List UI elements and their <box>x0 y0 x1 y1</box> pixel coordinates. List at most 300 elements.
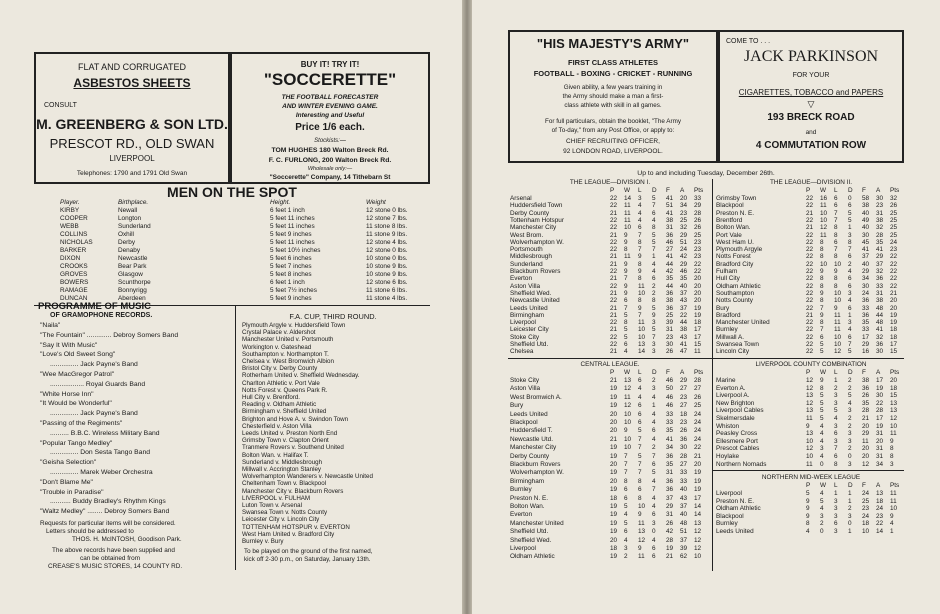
team-stat: 15 <box>694 341 702 348</box>
team-stat: 8 <box>820 253 824 261</box>
col-header: F <box>862 187 866 194</box>
team-stat: 17 <box>890 341 898 348</box>
team-name: Hull City <box>716 275 740 283</box>
fa-fixture: Chesterfield v. Aston Villa <box>242 422 312 430</box>
team-stat: 31 <box>876 430 884 438</box>
team-name: Sheffield Utd. <box>510 528 549 536</box>
team-stat: 8 <box>820 384 824 392</box>
team-row <box>510 486 710 494</box>
team-stat: 6 <box>848 275 852 283</box>
team-stat: 5 <box>820 407 824 415</box>
team-stat: 20 <box>694 282 702 290</box>
team-stat: 25 <box>890 224 898 232</box>
team-stat: 1 <box>848 497 852 505</box>
col-header: D <box>848 369 853 376</box>
team-stat: 2 <box>848 260 852 268</box>
team-name: Manchester City <box>510 224 557 232</box>
fa-fixture: Southampton v. Northampton T. <box>242 350 329 358</box>
table-header <box>716 482 906 490</box>
team-stat: 12 <box>806 399 814 407</box>
team-stat: 9 <box>638 304 642 312</box>
team-stat: 22 <box>806 268 814 275</box>
team-name: Portsmouth <box>510 246 543 254</box>
team-stat: 3 <box>820 512 824 520</box>
team-stat: 51 <box>680 528 688 536</box>
team-stat: 21 <box>610 377 618 384</box>
team-stat: 37 <box>680 503 688 510</box>
team-stat: 36 <box>666 231 674 239</box>
team-stat: 4 <box>652 435 656 443</box>
team-name: Sunderland <box>510 260 543 268</box>
team-stat: 22 <box>806 231 814 239</box>
music-item: "Wee MacGregor Patrol" <box>40 371 115 378</box>
team-stat: 7 <box>834 209 838 217</box>
team-stat: 5 <box>834 407 838 415</box>
team-stat: 21 <box>610 435 618 443</box>
player-birthplace: Denaby <box>118 247 141 254</box>
team-stat: 6 <box>638 224 642 232</box>
team-stat: 21 <box>610 260 618 268</box>
team-stat: 8 <box>638 477 642 485</box>
player-name: DUNCAN <box>60 295 88 302</box>
player-name: WEBB <box>60 223 79 230</box>
team-stat: 33 <box>694 195 702 202</box>
team-stat: 6 <box>652 461 656 468</box>
team-stat: 1 <box>848 311 852 319</box>
team-stat: 3 <box>848 231 852 239</box>
team-name: Everton <box>510 511 533 519</box>
team-stat: 38 <box>862 377 870 384</box>
team-stat: 8 <box>624 477 628 485</box>
team-name: Marine <box>716 377 736 384</box>
team-stat: 5 <box>820 348 824 356</box>
fa-fixture: TOTTENHAM HOTSPUR v. EVERTON <box>242 523 350 531</box>
fa-fixture: Brighton and Hove A. v. Swindon Town <box>242 415 349 423</box>
team-stat: 25 <box>694 402 702 410</box>
soccerette-wholesale: Wholesale only:— <box>307 166 353 172</box>
team-stat: 13 <box>806 392 814 400</box>
team-row <box>510 520 710 528</box>
team-stat: 8 <box>638 275 642 283</box>
nmw-divider <box>712 470 904 471</box>
team-name: Arsenal <box>510 195 532 202</box>
team-stat: 7 <box>652 333 656 341</box>
team-stat: 30 <box>666 341 674 348</box>
team-stat: 4 <box>652 503 656 510</box>
player-height: 5 feet 11 inches <box>270 215 315 222</box>
team-stat: 41 <box>666 253 674 261</box>
team-stat: 41 <box>862 246 870 254</box>
team-stat: 7 <box>624 461 628 468</box>
team-stat: 39 <box>666 319 674 327</box>
team-row <box>510 453 710 461</box>
soccerette-tag1: THE FOOTBALL FORECASTER <box>281 94 379 101</box>
army-line9: 92 LONDON ROAD, LIVERPOOL. <box>563 148 663 155</box>
team-stat: 11 <box>834 326 841 334</box>
music-supplied2: can be obtained from <box>80 555 141 562</box>
team-stat: 10 <box>624 419 632 426</box>
team-stat: 9 <box>890 437 894 445</box>
team-row <box>510 528 710 536</box>
team-stat: 1 <box>848 528 852 535</box>
team-stat: 4 <box>820 422 824 430</box>
team-stat: 4 <box>652 419 656 426</box>
team-stat: 13 <box>890 399 898 407</box>
team-name: Aston Villa <box>510 385 541 393</box>
table-title: THE LEAGUE—DIVISION II. <box>769 179 853 186</box>
team-stat: 24 <box>876 505 884 513</box>
team-stat: 7 <box>820 304 824 312</box>
team-stat: 20 <box>862 445 870 453</box>
team-stat: 9 <box>806 497 810 505</box>
team-stat: 13 <box>806 430 814 438</box>
player-row <box>60 239 430 247</box>
team-stat: 6 <box>834 202 838 210</box>
col-header: L <box>638 187 642 194</box>
team-stat: 5 <box>848 392 852 400</box>
team-name: Sheffield Utd. <box>510 341 549 348</box>
team-stat: 0 <box>820 460 824 468</box>
team-stat: 34 <box>876 460 884 468</box>
col-header: D <box>848 187 853 194</box>
col-header: W <box>624 187 631 194</box>
team-stat: 7 <box>638 435 642 443</box>
team-stat: 37 <box>680 304 688 312</box>
team-stat: 29 <box>680 231 688 239</box>
team-stat: 9 <box>652 311 656 319</box>
team-stat: 37 <box>680 536 688 544</box>
team-stat: 10 <box>638 503 646 510</box>
team-stat: 21 <box>610 326 618 334</box>
asbestos-advert <box>34 52 230 184</box>
team-stat: 37 <box>680 289 688 297</box>
team-stat: 33 <box>862 326 870 334</box>
team-stat: 38 <box>680 326 688 334</box>
team-stat: 38 <box>876 297 884 305</box>
team-stat: 8 <box>638 260 642 268</box>
team-stat: 1 <box>652 402 656 410</box>
team-name: Ellesmere Port <box>716 437 758 445</box>
player-name: COOPER <box>60 215 88 222</box>
team-stat: 5 <box>638 427 642 435</box>
team-stat: 25 <box>666 311 674 319</box>
fa-fixture: Swansea Town v. Notts County <box>242 509 328 517</box>
team-stat: 51 <box>680 238 688 246</box>
player-birthplace: Newcastle <box>118 255 148 262</box>
team-stat: 22 <box>806 319 814 327</box>
team-stat: 11 <box>638 553 645 561</box>
asbestos-line1: FLAT AND CORRUGATED <box>77 62 186 72</box>
team-stat: 14 <box>638 348 646 356</box>
team-stat: 11 <box>638 282 645 290</box>
team-stat: 47 <box>680 348 688 356</box>
player-height: 5 feet 7½ inches <box>270 287 317 294</box>
team-name: Liverpool <box>510 545 536 552</box>
col-header: L <box>638 369 642 376</box>
team-stat: 12 <box>806 377 814 384</box>
team-stat: 3 <box>834 422 838 430</box>
team-stat: 29 <box>694 202 702 210</box>
team-name: Liverpool <box>510 319 536 327</box>
table-title: NORTHERN MID-WEEK LEAGUE <box>761 474 861 481</box>
team-stat: 10 <box>694 553 702 561</box>
fa-fixture: Notts Forest v. Queens Park R. <box>242 386 328 394</box>
team-stat: 19 <box>694 304 702 312</box>
team-stat: 5 <box>820 399 824 407</box>
team-stat: 23 <box>680 393 688 401</box>
team-stat: 7 <box>638 246 642 254</box>
team-stat: 8 <box>834 224 838 232</box>
col-header: A <box>876 187 881 194</box>
team-stat: 22 <box>876 520 884 528</box>
team-stat: 6 <box>638 419 642 426</box>
fa-fixture: Millwall v. Accrington Stanley <box>242 466 321 473</box>
team-stat: 2 <box>652 377 656 384</box>
team-stat: 3 <box>638 195 642 202</box>
team-name: Port Vale <box>716 231 742 239</box>
team-stat: 9 <box>638 268 642 275</box>
team-stat: 8 <box>834 282 838 290</box>
team-name: Skelmersdale <box>716 415 755 422</box>
team-stat: 27 <box>666 246 674 254</box>
team-stat: 23 <box>876 512 884 520</box>
team-name: Derby County <box>510 452 550 460</box>
team-stat: 58 <box>862 195 870 202</box>
team-stat: 14 <box>694 503 702 510</box>
army-line7: of To-day," from any Post Office, or apply to: <box>551 127 675 134</box>
col-header: F <box>666 369 670 376</box>
soccerette-price: Price 1/6 each. <box>295 122 365 133</box>
team-name: Blackpool <box>716 512 744 520</box>
team-stat: 0 <box>848 520 852 528</box>
team-stat: 21 <box>610 231 618 239</box>
fa-fixture: Chelsea v. West Bromwich Albion <box>242 358 334 365</box>
team-stat: 8 <box>820 319 824 327</box>
team-stat: 1 <box>834 490 838 497</box>
team-stat: 7 <box>624 304 628 312</box>
team-stat: 7 <box>638 231 642 239</box>
team-stat: 22 <box>806 326 814 334</box>
team-name: Stoke City <box>510 333 540 341</box>
team-stat: 15 <box>890 348 898 356</box>
team-stat: 22 <box>806 289 814 297</box>
fa-fixture: Cheltenham Town v. Blackpool <box>242 480 327 488</box>
team-stat: 19 <box>890 319 898 327</box>
team-name: West Brom. <box>510 231 544 239</box>
team-stat: 24 <box>680 246 688 254</box>
team-stat: 10 <box>624 444 632 452</box>
team-stat: 42 <box>666 268 674 275</box>
fa-fixture: West Ham United v. Bradford City <box>242 530 335 538</box>
team-stat: 19 <box>610 469 618 477</box>
team-stat: 5 <box>624 311 628 319</box>
team-name: Newcastle Utd. <box>510 435 553 443</box>
team-stat: 10 <box>806 437 814 445</box>
team-stat: 9 <box>624 427 628 435</box>
team-stat: 2 <box>848 445 852 453</box>
team-stat: 30 <box>680 444 688 452</box>
header-player: Player. <box>60 199 80 206</box>
left-page <box>0 0 462 614</box>
team-stat: 1 <box>848 224 852 232</box>
team-row <box>510 553 710 561</box>
page-gutter <box>462 0 472 614</box>
team-stat: 6 <box>638 402 642 410</box>
team-row <box>510 436 710 444</box>
team-stat: 3 <box>848 407 852 415</box>
team-stat: 4 <box>820 430 824 438</box>
team-stat: 21 <box>890 289 898 297</box>
team-stat: 4 <box>848 399 852 407</box>
music-item: "Passing of the Regiments" <box>40 420 123 427</box>
team-stat: 29 <box>862 341 870 348</box>
team-stat: 35 <box>862 319 870 327</box>
team-stat: 17 <box>694 326 702 334</box>
col-header: W <box>820 369 827 376</box>
team-stat: 19 <box>694 486 702 494</box>
team-name: West Ham U. <box>716 238 754 246</box>
team-stat: 8 <box>890 453 894 460</box>
team-stat: 5 <box>820 392 824 400</box>
team-stat: 21 <box>806 224 814 232</box>
army-line5: class athlete with skill in all games. <box>564 102 662 109</box>
team-stat: 19 <box>876 422 884 430</box>
team-stat: 4 <box>820 490 824 497</box>
player-weight: 12 stone 6 lbs. <box>366 279 408 286</box>
team-stat: 6 <box>820 333 824 341</box>
team-stat: 14 <box>624 195 632 202</box>
team-stat: 4 <box>834 415 838 422</box>
team-name: Burnley <box>510 486 532 494</box>
team-row <box>510 411 710 419</box>
team-stat: 4 <box>652 410 656 418</box>
team-name: Prescot Cables <box>716 445 760 453</box>
team-stat: 25 <box>680 216 688 224</box>
team-stat: 7 <box>848 341 852 348</box>
team-stat: 36 <box>876 275 884 283</box>
team-stat: 5 <box>652 469 656 477</box>
team-name: Bury <box>510 402 524 410</box>
team-stat: 33 <box>876 282 884 290</box>
player-height: 5 feet 10½ inches <box>270 247 321 254</box>
team-row <box>510 377 710 385</box>
team-stat: 26 <box>862 392 870 400</box>
team-name: Hoylake <box>716 453 740 460</box>
team-stat: 51 <box>666 202 674 210</box>
team-stat: 0 <box>820 528 824 535</box>
team-stat: 18 <box>694 319 702 327</box>
team-stat: 6 <box>624 494 628 502</box>
team-stat: 5 <box>652 195 656 202</box>
team-stat: 1 <box>652 253 656 261</box>
team-stat: 10 <box>890 422 898 430</box>
team-stat: 22 <box>610 341 618 348</box>
team-stat: 3 <box>652 341 656 348</box>
team-stat: 12 <box>890 415 898 422</box>
team-stat: 22 <box>610 282 618 290</box>
team-stat: 8 <box>820 246 824 254</box>
team-stat: 46 <box>666 393 674 401</box>
team-stat: 18 <box>890 326 898 334</box>
team-row <box>510 348 710 356</box>
team-name: Lincoln City <box>716 348 750 356</box>
player-row <box>60 247 430 255</box>
col-header: W <box>624 369 631 376</box>
team-stat: 27 <box>680 402 688 410</box>
team-stat: 4 <box>652 477 656 485</box>
team-stat: 31 <box>876 445 884 453</box>
team-stat: 22 <box>806 260 814 268</box>
team-stat: 19 <box>610 452 618 460</box>
team-name: Aston Villa <box>510 282 541 290</box>
player-name: NICHOLAS <box>60 239 93 246</box>
team-stat: 13 <box>694 519 702 527</box>
team-stat: 41 <box>666 209 674 217</box>
parkinson-come: COME TO . . . <box>726 38 771 45</box>
music-title: PROGRAMME OF MUSIC <box>38 301 151 312</box>
team-stat: 1 <box>848 490 852 497</box>
music-item: "Waltz Medley" ........ Debroy Somers Band <box>40 508 170 516</box>
team-stat: 21 <box>610 311 618 319</box>
fa-fixture: Leeds United v. Preston North End <box>242 430 338 437</box>
team-stat: 1 <box>834 377 838 384</box>
team-stat: 17 <box>694 333 702 341</box>
team-stat: 20 <box>876 437 884 445</box>
team-stat: 10 <box>834 289 842 297</box>
team-stat: 10 <box>820 260 828 268</box>
music-supplied1: The above records have been supplied and <box>52 547 175 554</box>
parkinson-advert <box>718 30 904 163</box>
team-stat: 10 <box>862 528 870 535</box>
team-stat: 46 <box>666 377 674 384</box>
team-stat: 0 <box>848 453 852 460</box>
player-name: GROVES <box>60 271 88 278</box>
team-row <box>510 469 710 477</box>
team-stat: 15 <box>890 392 898 400</box>
col-header: P <box>806 187 811 194</box>
music-note2: Letters should be addressed to <box>46 528 134 535</box>
team-stat: 9 <box>820 268 824 275</box>
team-stat: 3 <box>820 445 824 453</box>
team-stat: 19 <box>610 393 618 401</box>
team-stat: 5 <box>638 452 642 460</box>
player-weight: 11 stone 4 lbs. <box>366 295 408 302</box>
team-stat: 34 <box>666 444 674 452</box>
player-weight: 10 stone 0 lbs. <box>366 255 408 262</box>
team-stat: 8 <box>820 282 824 290</box>
team-stat: 10 <box>638 333 646 341</box>
team-stat: 5 <box>848 348 852 356</box>
team-stat: 5 <box>848 216 852 224</box>
team-stat: 8 <box>834 275 838 283</box>
team-stat: 32 <box>876 333 884 341</box>
team-stat: 31 <box>666 224 674 232</box>
team-stat: 8 <box>638 297 642 305</box>
team-stat: 36 <box>680 435 688 443</box>
team-stat: 3 <box>834 437 838 445</box>
team-stat: 29 <box>862 268 870 275</box>
team-stat: 22 <box>806 216 814 224</box>
team-stat: 9 <box>890 512 894 520</box>
team-stat: 29 <box>680 377 688 384</box>
soccerette-name: "SOCCERETTE" <box>263 70 397 89</box>
team-stat: 18 <box>890 333 898 341</box>
team-stat: 6 <box>652 275 656 283</box>
team-stat: 23 <box>862 505 870 513</box>
team-stat: 35 <box>666 275 674 283</box>
table-divider-vertical <box>712 179 713 571</box>
team-stat: 9 <box>624 268 628 275</box>
